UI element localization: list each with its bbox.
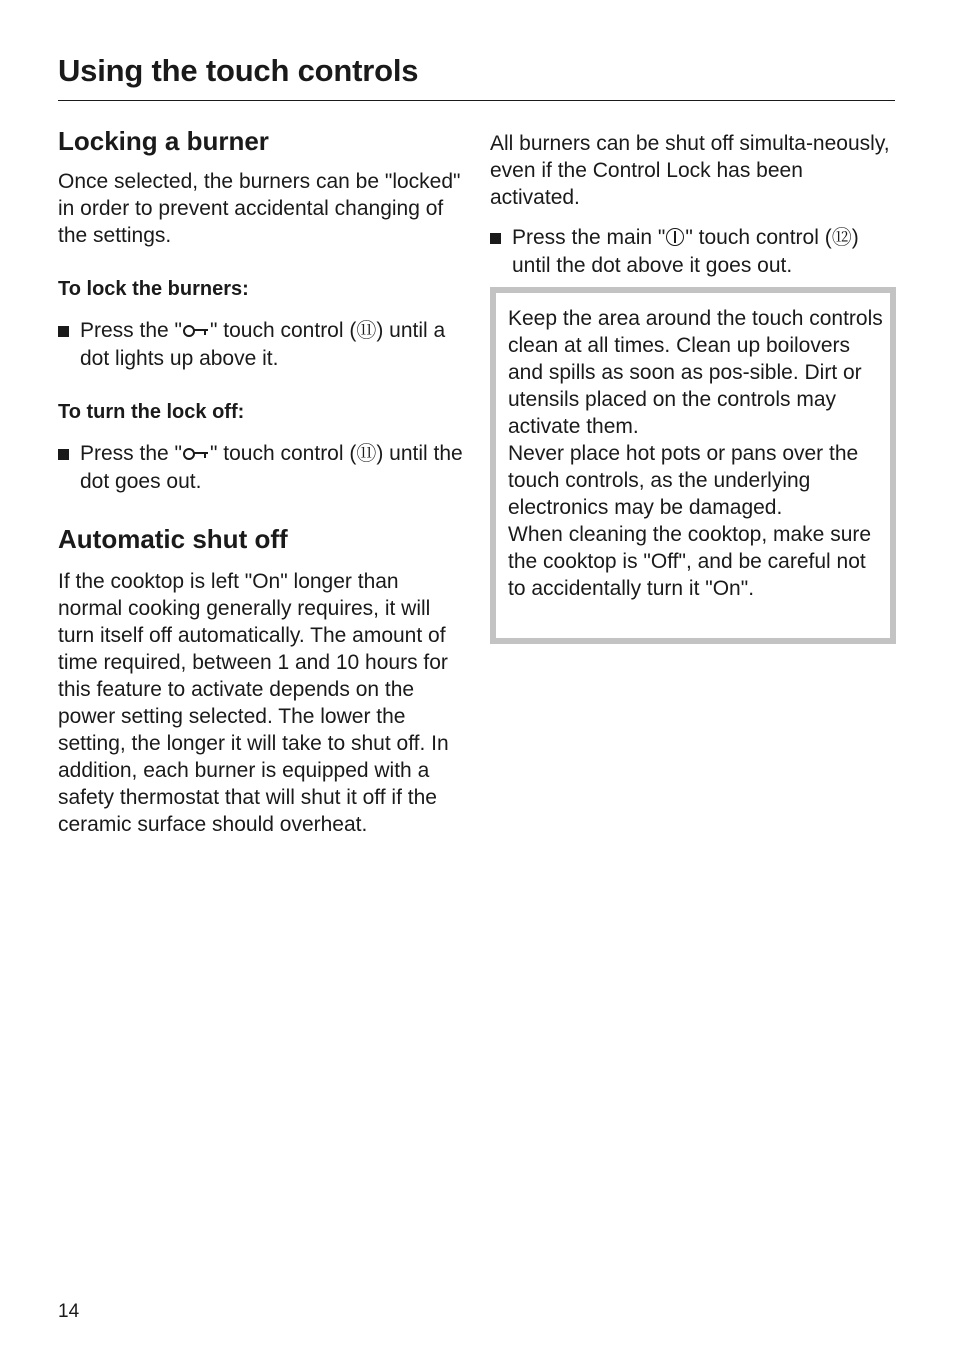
- bullet-square-icon: [58, 440, 80, 495]
- shutoff-heading: Automatic shut off: [58, 524, 288, 554]
- unlock-subheading: To turn the lock off:: [58, 401, 245, 423]
- cleaning-notice-box: [490, 287, 896, 644]
- main-off-step: Press the main " " touch control (⑫) until the dot above it goes out.: [490, 224, 895, 279]
- control-number-11: ⑪: [356, 320, 377, 342]
- unlock-step: Press the " " touch control (⑪) until the dot goes out.: [58, 440, 468, 495]
- shutoff-body: If the cooktop is left "On" longer than normal cooking generally requires, it will turn itself off automatically. The amount of time required, between 1 and 10 hours for this feature to activate depends on the power setting selected. The lower the setting, the longer it will take to shut off. In addition, each burner is equipped with a safety thermostat that will shut it off if the ceramic surface should overheat.: [58, 570, 449, 836]
- power-icon: [666, 228, 684, 246]
- cleaning-notice-text: Keep the area around the touch controls clean at all times. Clean up boilovers and spills as soon as pos-sible. Dirt or utensils placed on the controls may activate them. Never place hot pots or pans over the touch controls, as the underlying electronics may be damaged. When cleaning the cooktop, make sure the cooktop is "Off", and be careful not to accidentally turn it "On".: [508, 307, 883, 600]
- control-number-11: ⑪: [356, 443, 377, 465]
- bullet-square-icon: [490, 224, 512, 279]
- right-column: [490, 130, 895, 279]
- bullet-square-icon: [58, 317, 80, 372]
- key-icon: [182, 445, 210, 461]
- lock-step: Press the " " touch control (⑪) until a dot lights up above it.: [58, 317, 468, 372]
- locking-heading: Locking a burner: [58, 126, 269, 156]
- title-divider: [58, 100, 895, 101]
- lock-subheading: To lock the burners:: [58, 278, 249, 300]
- key-icon: [182, 322, 210, 338]
- left-column: [58, 122, 468, 838]
- locking-intro: Once selected, the burners can be "locked" in order to prevent accidental changing of the settings.: [58, 170, 461, 247]
- page-title: Using the touch controls: [58, 53, 419, 88]
- control-number-12: ⑫: [831, 227, 852, 249]
- page-number: 14: [58, 1301, 80, 1322]
- all-off-text: All burners can be shut off simulta-neously, even if the Control Lock has been activated.: [490, 132, 890, 209]
